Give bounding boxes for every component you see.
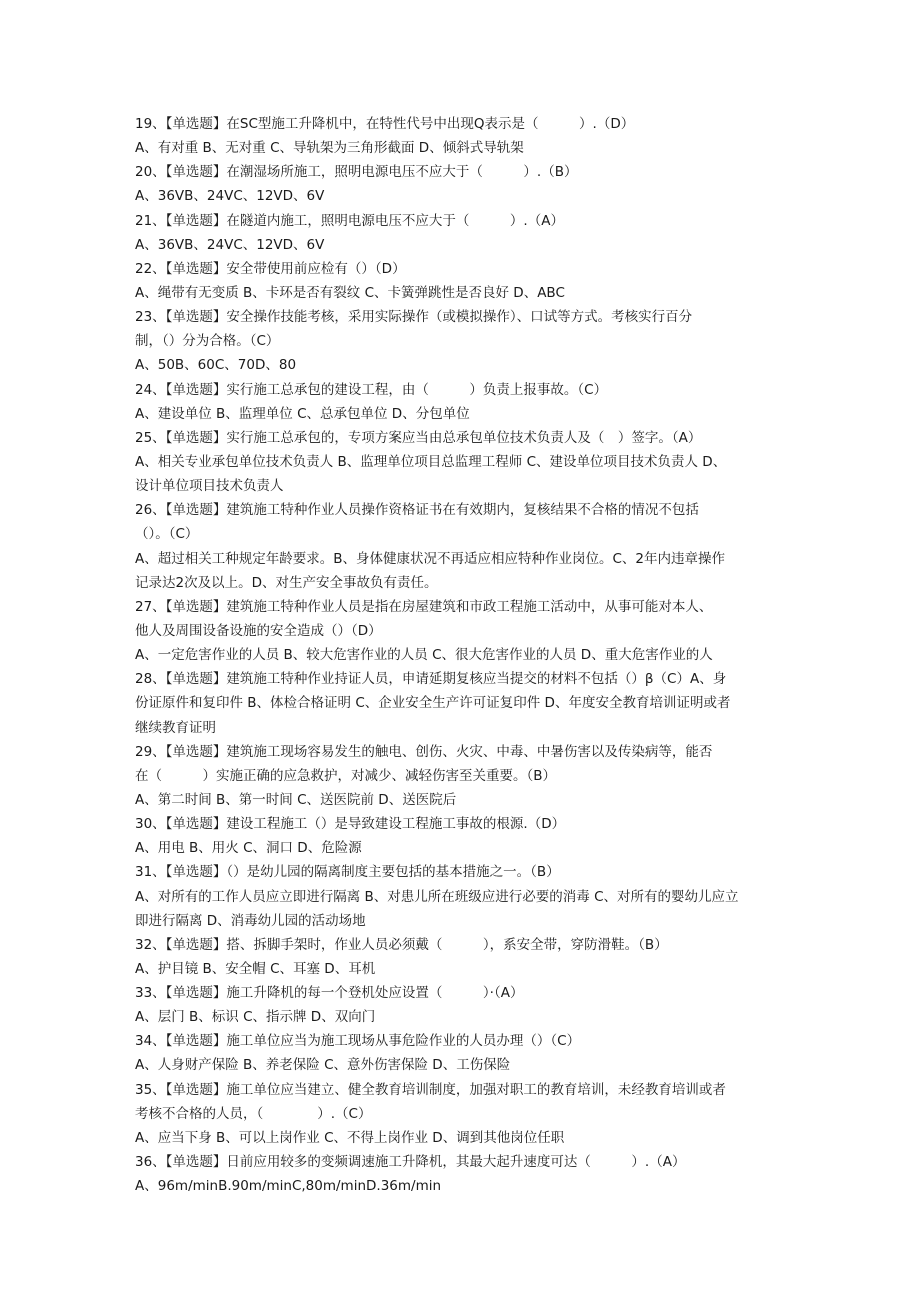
- document-page: [135, 112, 790, 1198]
- question-20-stem: 20、【单选题】在潮湿场所施工，照明电源电压不应大于（ ）.（B）: [135, 164, 578, 181]
- question-28-options: 份证原件和复印件 B、体检合格证明 C、企业安全生产许可证复印件 D、年度安全教育培训证明或者: [135, 695, 731, 712]
- question-26-stem-cont: （）。（C）: [135, 526, 199, 543]
- question-29-stem-cont: 在（ ）实施正确的应急救护，对减少、减轻伤害至关重要。（B）: [135, 767, 557, 784]
- question-29-stem: 29、【单选题】建筑施工现场容易发生的触电、创伤、火灾、中毒、中暑伤害以及传染病等，能否: [135, 743, 713, 760]
- question-30-options: A、用电 B、用火 C、洞口 D、危险源: [135, 840, 362, 857]
- question-25-options: A、相关专业承包单位技术负责人 B、监理单位项目总监理工程师 C、建设单位项目技术负责人 D、: [135, 453, 727, 470]
- question-21-options: A、36VB、24VC、12VD、6V: [135, 236, 325, 253]
- question-32-options: A、护目镜 B、安全帽 C、耳塞 D、耳机: [135, 960, 376, 977]
- question-31-options: A、对所有的工作人员应立即进行隔离 B、对患儿所在班级应进行必要的消毒 C、对所有的婴幼儿应立: [135, 888, 739, 905]
- question-26-stem: 26、【单选题】建筑施工特种作业人员操作资格证书在有效期内，复核结果不合格的情况不包括: [135, 502, 699, 519]
- question-35-stem: 35、【单选题】施工单位应当建立、健全教育培训制度，加强对职工的教育培训，未经教育培训或者: [135, 1081, 726, 1098]
- question-33-stem: 33、【单选题】施工升降机的每一个登机处应设置（ ）·（A）: [135, 985, 524, 1002]
- question-19-options: A、有对重 B、无对重 C、导轨架为三角形截面 D、倾斜式导轨架: [135, 140, 524, 157]
- question-36-stem: 36、【单选题】日前应用较多的变频调速施工升降机，其最大起升速度可达（ ）.（A）: [135, 1154, 686, 1171]
- question-29-options: A、第二时间 B、第一时间 C、送医院前 D、送医院后: [135, 791, 457, 808]
- question-24-stem: 24、【单选题】实行施工总承包的建设工程，由（ ）负责上报事故。（C）: [135, 381, 608, 398]
- question-28-options-cont: 继续教育证明: [135, 719, 216, 736]
- question-24-options: A、建设单位 B、监理单位 C、总承包单位 D、分包单位: [135, 405, 470, 422]
- question-27-stem: 27、【单选题】建筑施工特种作业人员是指在房屋建筑和市政工程施工活动中，从事可能对本人、: [135, 598, 713, 615]
- question-27-stem-cont: 他人及周围设备设施的安全造成（）（D）: [135, 622, 382, 639]
- question-33-options: A、层门 B、标识 C、指示牌 D、双向门: [135, 1009, 376, 1026]
- question-34-stem: 34、【单选题】施工单位应当为施工现场从事危险作业的人员办理（）（C）: [135, 1033, 581, 1050]
- question-26-options: A、超过相关工种规定年龄要求。B、身体健康状况不再适应相应特种作业岗位。C、2年内违章操作: [135, 550, 726, 567]
- question-19-stem: 19、【单选题】在SC型施工升降机中，在特性代号中出现Q表示是（ ）.（D）: [135, 116, 635, 132]
- question-20-options: A、36VB、24VC、12VD、6V: [135, 188, 325, 205]
- question-31-stem: 31、【单选题】（）是幼儿园的隔离制度主要包括的基本措施之一。（B）: [135, 864, 560, 881]
- question-32-stem: 32、【单选题】搭、拆脚手架时，作业人员必须戴（ ），系安全带，穿防滑鞋。（B）: [135, 936, 668, 953]
- question-35-stem-cont: 考核不合格的人员，（ ）.（C）: [135, 1105, 372, 1122]
- question-36-options: A、96m/minB.90m/minC,80m/minD.36m/min: [135, 1178, 442, 1195]
- question-22-options: A、绳带有无变质 B、卡环是否有裂纹 C、卡簧弹跳性是否良好 D、ABC: [135, 284, 565, 301]
- question-25-options-cont: 设计单位项目技术负责人: [135, 478, 284, 495]
- question-21-stem: 21、【单选题】在隧道内施工，照明电源电压不应大于（ ）.（A）: [135, 212, 564, 229]
- question-25-stem: 25、【单选题】实行施工总承包的，专项方案应当由总承包单位技术负责人及（ ）签字。（A）: [135, 429, 702, 446]
- question-31-options-cont: 即进行隔离 D、消毒幼儿园的活动场地: [135, 912, 366, 929]
- question-30-stem: 30、【单选题】建设工程施工（）是导致建设工程施工事故的根源.（D）: [135, 816, 566, 833]
- question-34-options: A、人身财产保险 B、养老保险 C、意外伤害保险 D、工伤保险: [135, 1057, 511, 1074]
- question-28-stem: 28、【单选题】建筑施工特种作业持证人员，申请延期复核应当提交的材料不包括（）β（C）A、身: [135, 671, 727, 688]
- question-35-options: A、应当下身 B、可以上岗作业 C、不得上岗作业 D、调到其他岗位任职: [135, 1129, 565, 1146]
- question-23-stem-cont: 制，（）分为合格。（C）: [135, 333, 280, 350]
- question-27-options: A、一定危害作业的人员 B、较大危害作业的人员 C、很大危害作业的人员 D、重大危害作业的人: [135, 647, 713, 664]
- question-22-stem: 22、【单选题】安全带使用前应检有（）（D）: [135, 260, 406, 277]
- question-26-options-cont: 记录达2次及以上。D、对生产安全事故负有责任。: [135, 574, 438, 591]
- question-23-options: A、50B、60C、70D、80: [135, 357, 297, 374]
- question-23-stem: 23、【单选题】安全操作技能考核，采用实际操作（或模拟操作）、口试等方式。考核实行百分: [135, 309, 693, 326]
